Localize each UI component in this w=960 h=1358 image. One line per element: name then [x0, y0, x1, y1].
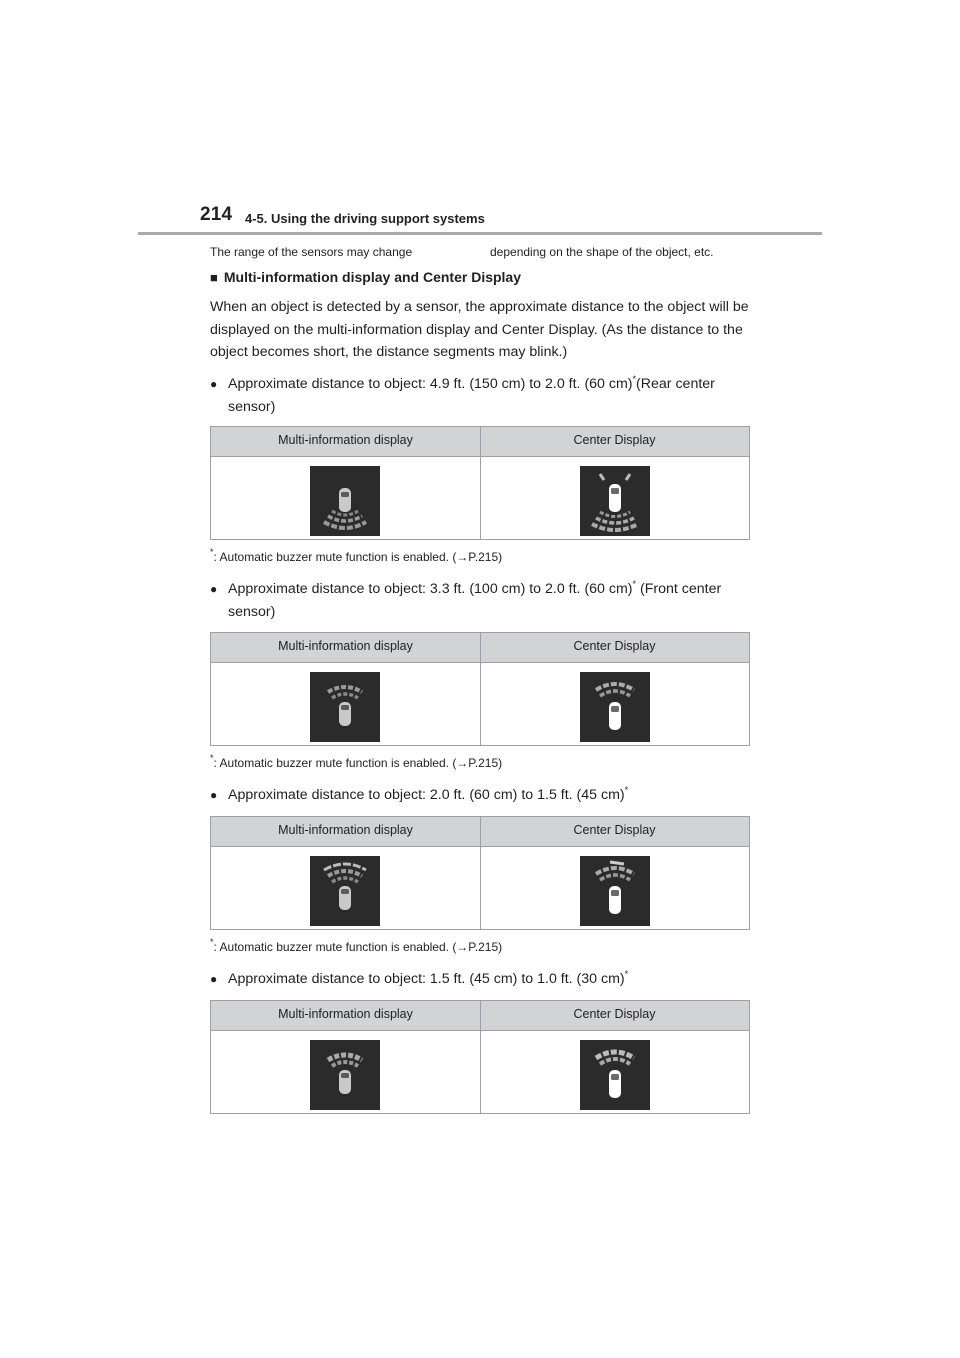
bullet-distance-2	[210, 578, 750, 623]
footnote-3	[210, 937, 503, 954]
mid-front-sensor-image	[310, 672, 380, 742]
footnote-star: *	[632, 374, 637, 384]
mid-rear-sensor-image	[310, 466, 380, 536]
range-note-part-1: The range of the sensors may change	[210, 245, 413, 259]
column-divider	[480, 1001, 481, 1113]
display-table-1	[210, 426, 750, 540]
display-table-4	[210, 1000, 750, 1114]
col-header-center-display: Center Display	[573, 639, 656, 653]
bullet-text: Approximate distance to object: 4.9 ft. (150 cm) to 2.0 ft. (60 cm)	[228, 376, 633, 392]
center-front-sensor-image	[580, 1040, 650, 1110]
range-note-part-2: depending on the shape of the object, etc.	[490, 245, 714, 259]
bullet-dot-icon: ●	[210, 972, 218, 986]
page-header	[0, 0, 960, 240]
footnote-star: *	[210, 937, 214, 947]
range-note	[210, 245, 750, 259]
footnote-star: *	[632, 579, 637, 589]
mid-front-sensor-image	[310, 856, 380, 926]
footnote-text: : Automatic buzzer mute function is enabled. (→P.215)	[213, 756, 503, 770]
col-header-multi-info: Multi-information display	[278, 639, 413, 653]
display-table-2	[210, 632, 750, 746]
footnote-star: *	[624, 969, 629, 979]
section-title: 4-5. Using the driving support systems	[245, 211, 485, 226]
mid-front-sensor-image	[310, 1040, 380, 1110]
footnote-text: : Automatic buzzer mute function is enabled. (→P.215)	[213, 940, 503, 954]
bullet-dot-icon: ●	[210, 788, 218, 802]
subheading-text: Multi-information display and Center Display	[223, 269, 522, 285]
center-front-sensor-image	[580, 672, 650, 742]
bullet-text-tail: (Rear center sensor)	[228, 376, 715, 415]
subheading	[210, 269, 521, 285]
bullet-text-tail: (Front center sensor)	[228, 581, 722, 620]
bullet-distance-1	[210, 373, 750, 418]
column-divider	[480, 427, 481, 539]
col-header-multi-info: Multi-information display	[278, 1007, 413, 1021]
footnote-1	[210, 547, 503, 564]
col-header-center-display: Center Display	[573, 823, 656, 837]
col-header-multi-info: Multi-information display	[278, 823, 413, 837]
bullet-text: Approximate distance to object: 3.3 ft. (100 cm) to 2.0 ft. (60 cm)	[228, 581, 633, 597]
bullet-text: Approximate distance to object: 2.0 ft. (60 cm) to 1.5 ft. (45 cm)	[228, 787, 625, 803]
header-rule	[138, 232, 822, 235]
bullet-dot-icon: ●	[210, 582, 218, 596]
bullet-dot-icon: ●	[210, 377, 218, 391]
center-rear-sensor-image	[580, 466, 650, 536]
bullet-text: Approximate distance to object: 1.5 ft. (45 cm) to 1.0 ft. (30 cm)	[228, 971, 625, 987]
column-divider	[480, 817, 481, 929]
footnote-star: *	[210, 753, 214, 763]
col-header-center-display: Center Display	[573, 433, 656, 447]
column-divider	[480, 633, 481, 745]
bullet-distance-4	[210, 968, 750, 991]
bullet-distance-3	[210, 784, 750, 807]
intro-paragraph: When an object is detected by a sensor, the approximate distance to the object will be displayed on the multi-information display and Center Display. (As the distance to the object becomes short, the distance segments may blink.)	[210, 299, 749, 360]
footnote-text: : Automatic buzzer mute function is enabled. (→P.215)	[213, 550, 503, 564]
col-header-center-display: Center Display	[573, 1007, 656, 1021]
col-header-multi-info: Multi-information display	[278, 433, 413, 447]
page-number: 214	[200, 204, 233, 225]
footnote-star: *	[624, 785, 629, 795]
center-front-sensor-image	[580, 856, 650, 926]
square-bullet-icon: ■	[210, 270, 218, 285]
footnote-star: *	[210, 547, 214, 557]
display-table-3	[210, 816, 750, 930]
footnote-2	[210, 753, 503, 770]
